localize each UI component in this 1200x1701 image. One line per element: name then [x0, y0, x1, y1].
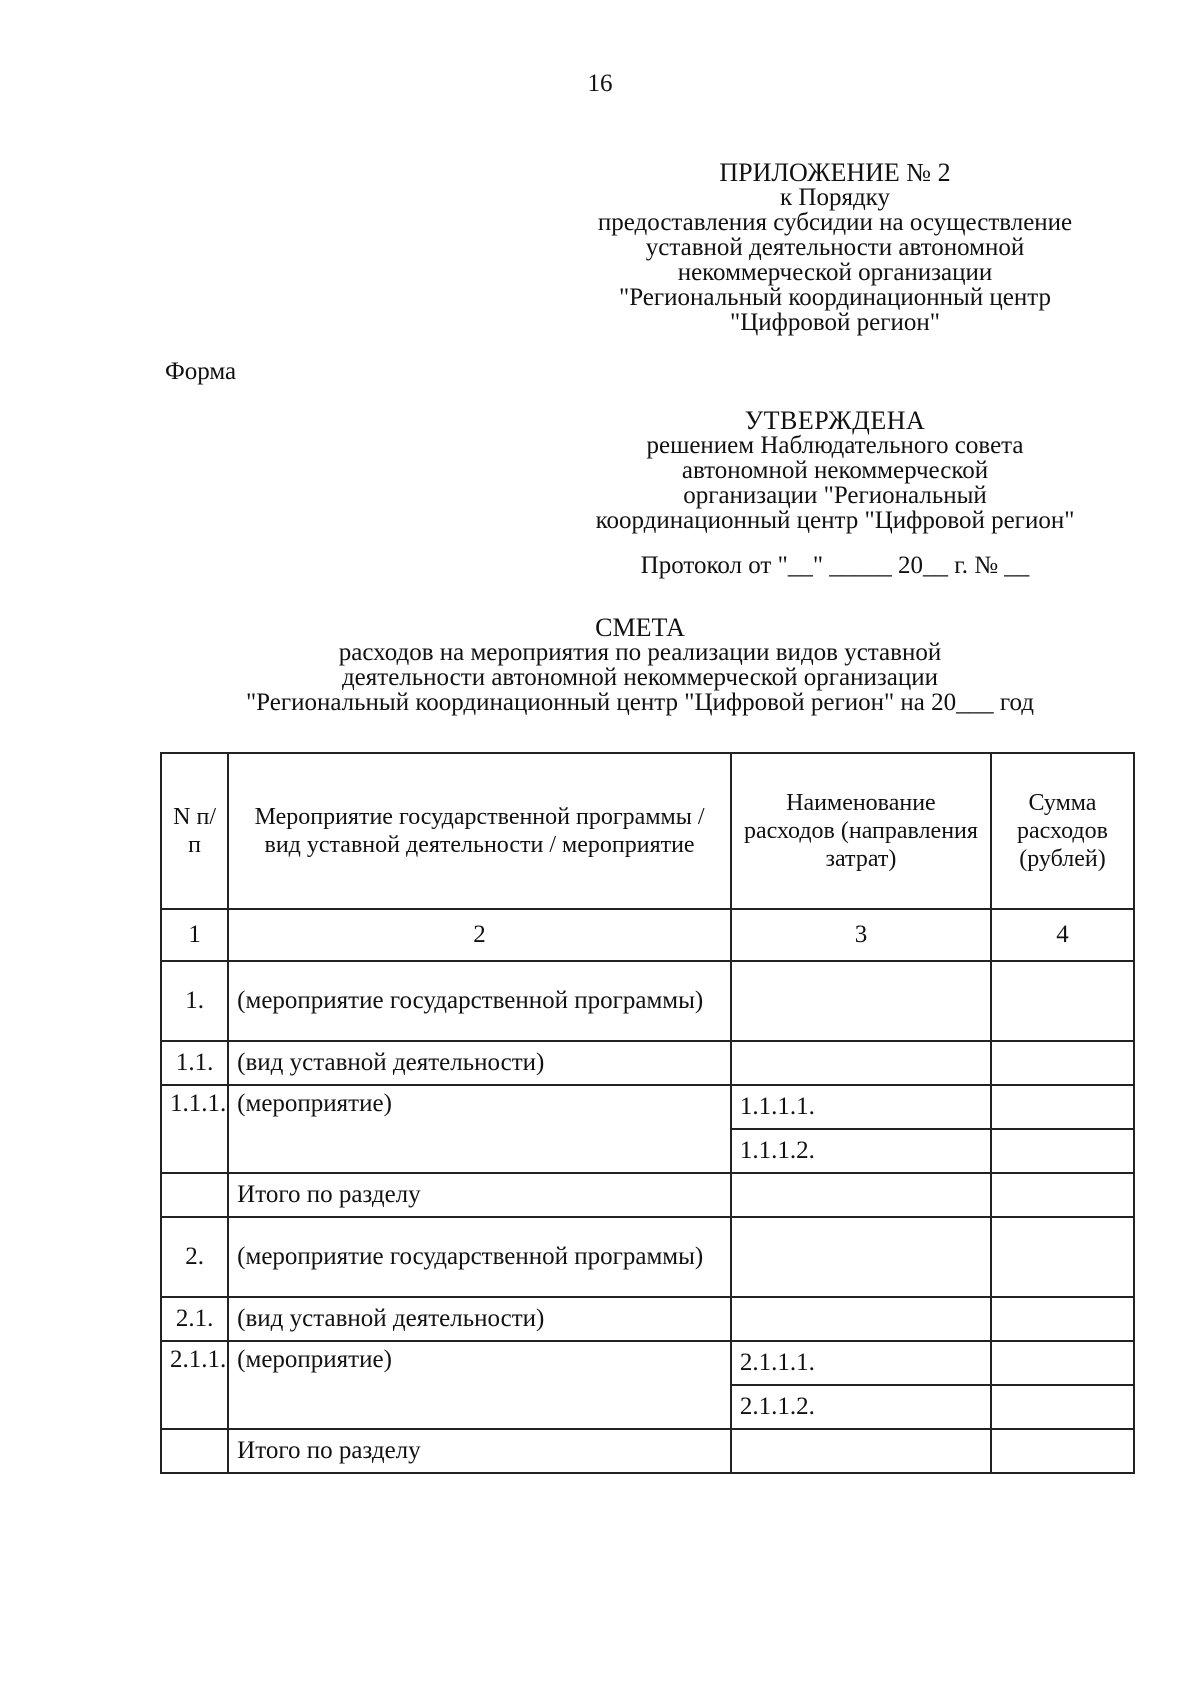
header-cell-expense-name: Наименование расходов (направления затрат) [731, 753, 991, 909]
form-label: Форма [165, 358, 237, 385]
approval-line: координационный центр "Цифровой регион" [595, 507, 1075, 534]
row-amount-cell [991, 1217, 1134, 1297]
row-amount-cell [991, 961, 1134, 1041]
row-expense-cell: 2.1.1.2. [731, 1385, 991, 1429]
row-number-cell: 2.1. [161, 1297, 228, 1341]
row-amount-cell [991, 1429, 1134, 1473]
row-name-cell: (мероприятие государственной программы) [228, 1217, 731, 1297]
row-number-cell: 1. [161, 961, 228, 1041]
row-number-cell: 2. [161, 1217, 228, 1297]
approval-line: решением Наблюдательного совета [646, 432, 1024, 459]
header-cell-number: N п/п [161, 753, 228, 909]
row-expense-cell [731, 1041, 991, 1085]
estimate-subtitle-line: деятельности автономной некоммерческой организации [341, 664, 939, 691]
row-expense-cell: 2.1.1.1. [731, 1341, 991, 1385]
row-expense-cell [731, 1173, 991, 1217]
row-amount-cell [991, 1129, 1134, 1173]
row-number-cell: 2.1.1. [161, 1341, 228, 1429]
row-total-cell: Итого по разделу [228, 1173, 731, 1217]
row-name-cell: (вид уставной деятельности) [228, 1297, 731, 1341]
appendix-title: ПРИЛОЖЕНИЕ № 2 [719, 158, 951, 187]
row-expense-cell [731, 1429, 991, 1473]
estimate-title: СМЕТА [595, 613, 685, 642]
row-number-cell: 1.1. [161, 1041, 228, 1085]
row-name-cell: (мероприятие) [228, 1085, 731, 1173]
table-row [161, 961, 1134, 1041]
row-amount-cell [991, 1173, 1134, 1217]
row-expense-cell [731, 1217, 991, 1297]
row-expense-cell [731, 961, 991, 1041]
approval-title: УТВЕРЖДЕНА [744, 406, 926, 435]
estimate-heading [150, 615, 1130, 715]
appendix-line: некоммерческой организации [677, 259, 993, 286]
column-number-cell: 2 [228, 909, 731, 961]
row-number-cell [161, 1429, 228, 1473]
table-row [161, 1341, 1134, 1385]
table-row [161, 1217, 1134, 1297]
table-header-row [161, 753, 1134, 909]
row-name-cell: (мероприятие) [228, 1341, 731, 1429]
row-total-cell: Итого по разделу [228, 1429, 731, 1473]
row-amount-cell [991, 1385, 1134, 1429]
row-name-cell: (мероприятие государственной программы) [228, 961, 731, 1041]
approval-line: автономной некоммерческой [681, 457, 989, 484]
page-number: 16 [587, 70, 613, 97]
header-cell-activity: Мероприятие государственной программы / вид уставной деятельности / мероприятие [228, 753, 731, 909]
appendix-line: "Цифровой регион" [730, 309, 940, 336]
table-row [161, 1085, 1134, 1129]
row-amount-cell [991, 1341, 1134, 1385]
appendix-line: "Региональный координационный центр [618, 284, 1052, 311]
row-amount-cell [991, 1085, 1134, 1129]
row-amount-cell [991, 1297, 1134, 1341]
row-name-cell: (вид уставной деятельности) [228, 1041, 731, 1085]
estimate-subtitle-line: расходов на мероприятия по реализации видов уставной [338, 639, 942, 666]
row-expense-cell: 1.1.1.2. [731, 1129, 991, 1173]
row-number-cell: 1.1.1. [161, 1085, 228, 1173]
column-numbers-row [161, 909, 1134, 961]
table-row [161, 1173, 1134, 1217]
appendix-line: уставной деятельности автономной [645, 234, 1025, 261]
estimate-table [160, 752, 1135, 1474]
appendix-block [555, 160, 1115, 335]
column-number-cell: 3 [731, 909, 991, 961]
table-row [161, 1297, 1134, 1341]
estimate-subtitle-line: "Региональный координационный центр "Цифровой регион" на 20___ год [245, 689, 1035, 716]
row-number-cell [161, 1173, 228, 1217]
table-row [161, 1429, 1134, 1473]
row-expense-cell [731, 1297, 991, 1341]
column-number-cell: 1 [161, 909, 228, 961]
row-expense-cell: 1.1.1.1. [731, 1085, 991, 1129]
header-cell-amount: Сумма расходов (рублей) [991, 753, 1134, 909]
table-row [161, 1041, 1134, 1085]
appendix-line: к Порядку [780, 184, 890, 211]
appendix-line: предоставления субсидии на осуществление [597, 209, 1073, 236]
approval-line: организации "Региональный [683, 482, 987, 509]
row-amount-cell [991, 1041, 1134, 1085]
approval-block [555, 408, 1115, 578]
protocol-line: Протокол от "__" _____ 20__ г. № __ [640, 552, 1030, 579]
column-number-cell: 4 [991, 909, 1134, 961]
